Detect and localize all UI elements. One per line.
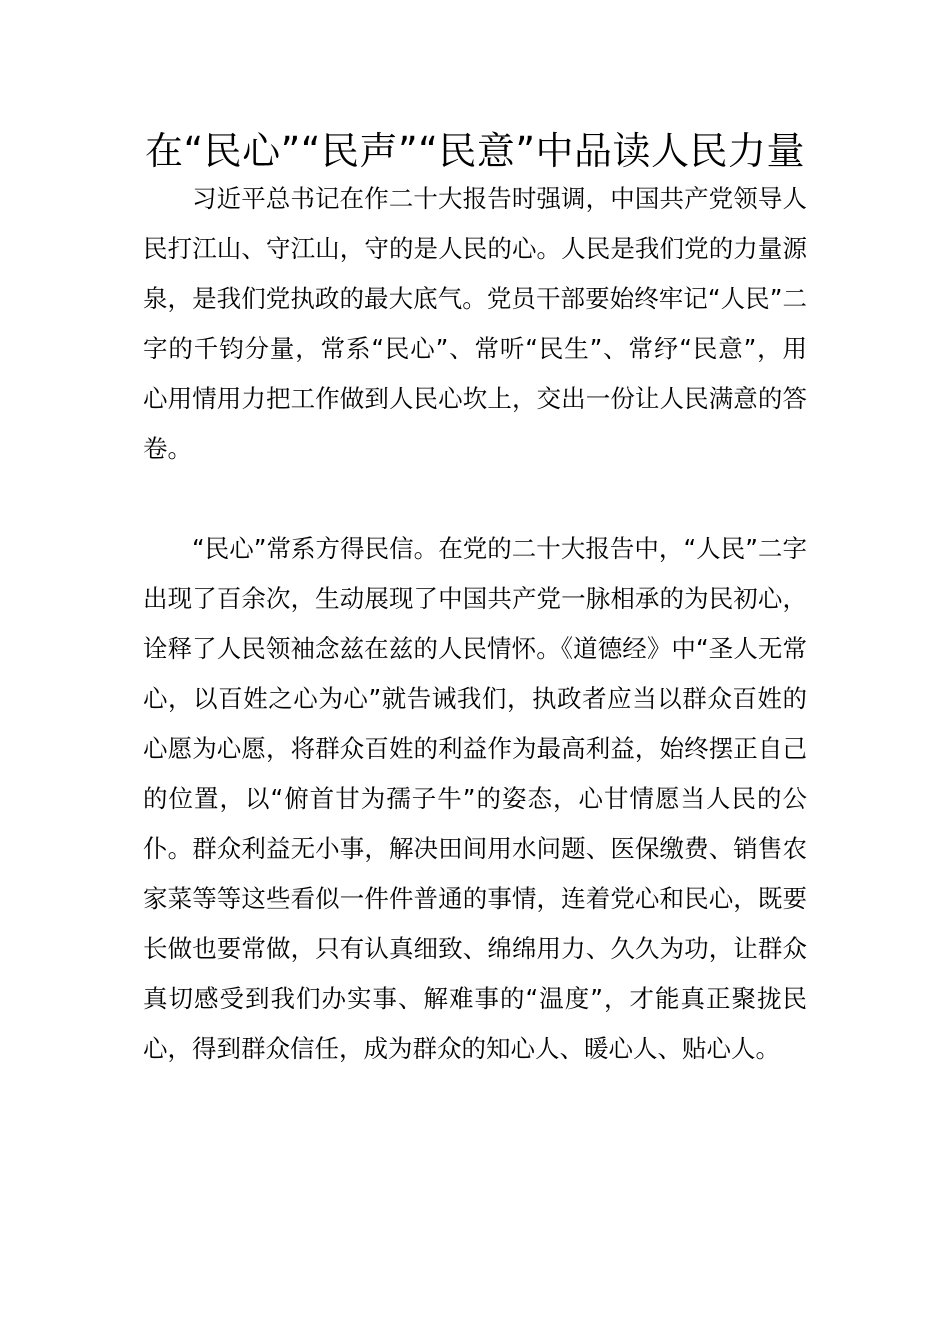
paragraph-minxin: “民心”常系方得民信。在党的二十大报告中，“人民”二字出现了百余次，生动展现了中国共产党一脉相承的为民初心，诠释了人民领袖念兹在兹的人民情怀。《道德经》中“圣人无常心，以百姓之心为心”就告诫我们，执政者应当以群众百姓的心愿为心愿，将群众百姓的利益作为最高利益，始终摆正自己的位置，以“俯首甘为孺子牛”的姿态，心甘情愿当人民的公仆。群众利益无小事，解决田间用水问题、医保缴费、销售农家菜等等这些看似一件件普通的事情，连着党心和民心，既要长做也要常做，只有认真细致、绵绵用力、久久为功，让群众真切感受到我们办实事、解难事的“温度”，才能真正聚拢民心，得到群众信任，成为群众的知心人、暖心人、贴心人。	[143, 534, 807, 1063]
paragraph-spacer	[143, 474, 807, 524]
document-title: 在“民心”“民声”“民意”中品读人民力量	[144, 129, 806, 173]
paragraph-intro: 习近平总书记在作二十大报告时强调，中国共产党领导人民打江山、守江山，守的是人民的心。人民是我们党的力量源泉，是我们党执政的最大底气。党员干部要始终牢记“人民”二字的千钧分量，常系“民心”、常听“民生”、常纾“民意”，用心用情用力把工作做到人民心坎上，交出一份让人民满意的答卷。	[143, 184, 807, 463]
document-page	[143, 128, 807, 1074]
